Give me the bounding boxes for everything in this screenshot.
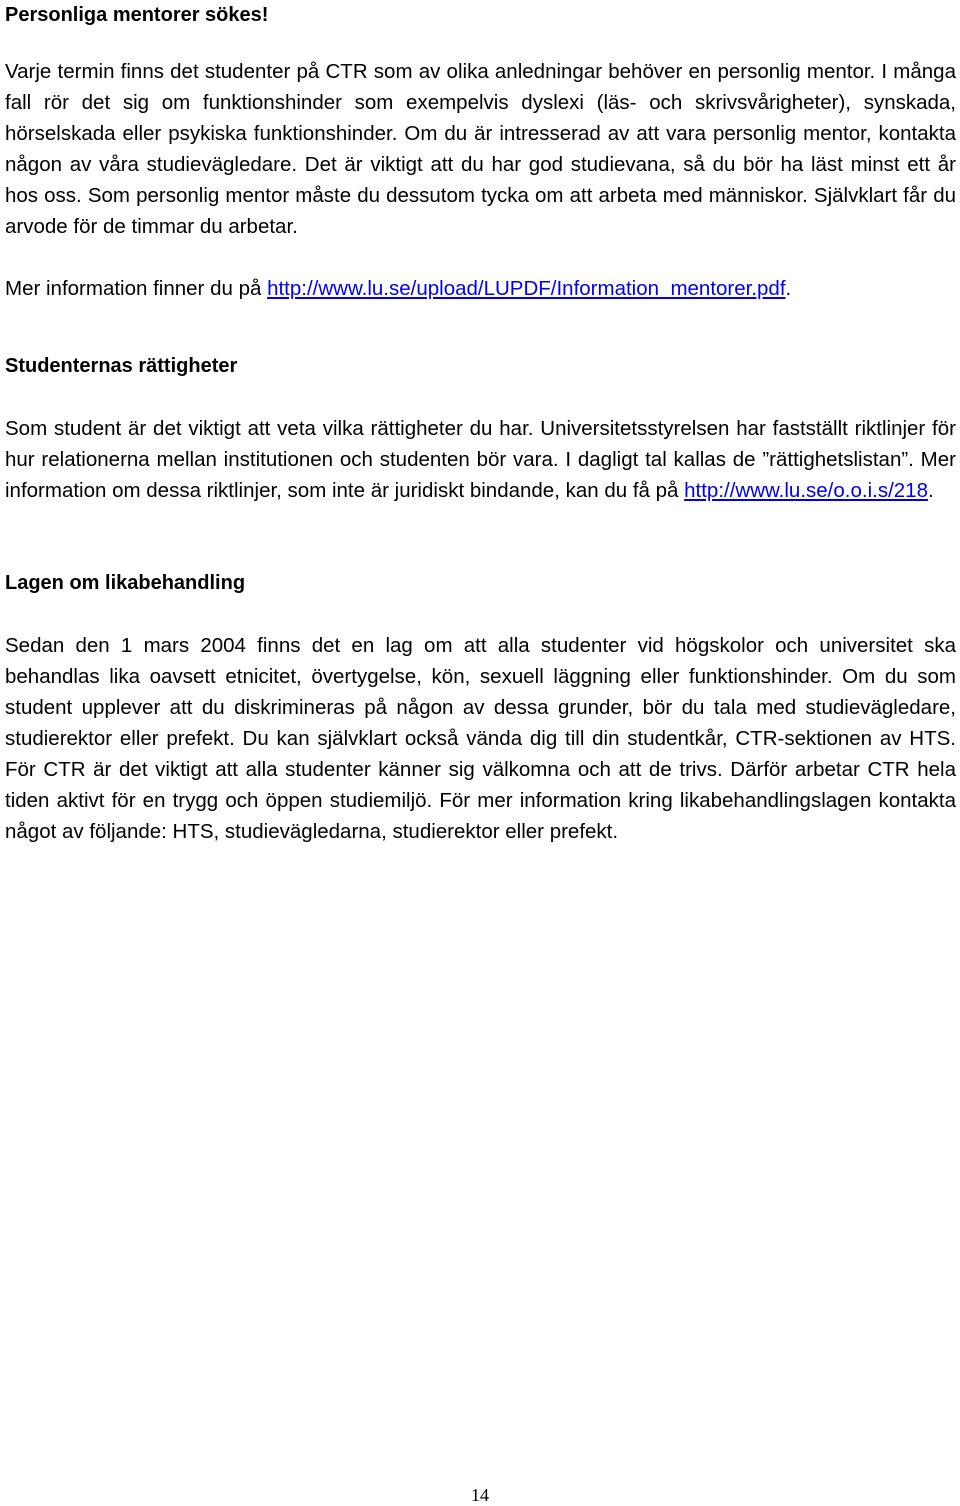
more-info-suffix: . bbox=[785, 277, 792, 300]
more-info-prefix: Mer information finner du på bbox=[5, 277, 268, 300]
section-equality bbox=[5, 568, 956, 847]
paragraph-mentors-more-info bbox=[5, 273, 956, 304]
paragraph-equality: Sedan den 1 mars 2004 finns det en lag om att alla studenter vid högskolor och universitet ska behandlas lika oavsett etnicitet, övertygelse, kön, sexuell läggning eller funktionshinder. Om du som student upplever att du diskrimineras på någon av dessa grunder, bör du tala med studievägledare, studierektor eller prefekt. Du kan självklart också vända dig till din studentkår, CTR-sektionen av HTS. För CTR är det viktigt att alla studenter känner sig välkomna och att de trivs. Därför arbetar CTR hela tiden aktivt för en trygg och öppen studiemiljö. För mer information kring likabehandlingslagen kontakta något av följande: HTS, studievägledarna, studierektor eller prefekt. bbox=[5, 634, 956, 843]
section-rights bbox=[5, 351, 956, 506]
rights-text: Som student är det viktigt att veta vilka rättigheter du har. Universitetsstyrelsen har fastställt riktlinjer för hur relationerna mellan institutionen och studenten bör vara. I dagligt tal kallas de ”rättighetslistan”. Mer information om dessa riktlinjer, som inte är juridiskt bindande, kan du få på bbox=[5, 417, 956, 502]
section-title-rights: Studenternas rättigheter bbox=[5, 355, 238, 377]
document-page bbox=[5, 0, 956, 847]
link-mentor-information-pdf[interactable]: http://www.lu.se/upload/LUPDF/Information_mentorer.pdf bbox=[267, 277, 786, 300]
link-rights-guidelines[interactable]: http://www.lu.se/o.o.i.s/218 bbox=[684, 479, 928, 502]
page-number: 14 bbox=[471, 1485, 489, 1505]
section-title-equality: Lagen om likabehandling bbox=[5, 572, 246, 594]
paragraph-mentors: Varje termin finns det studenter på CTR som av olika anledningar behöver en personlig mentor. I många fall rör det sig om funktionshinder som exempelvis dyslexi (läs- och skrivsvårigheter), synskada, hörselskada eller psykiska funktionshinder. Om du är intresserad av att vara personlig mentor, kontakta någon av våra studievägledare. Det är viktigt att du har god studievana, så du bör ha läst minst ett år hos oss. Som personlig mentor måste du dessutom tycka om att arbeta med människor. Självklart får du arvode för de timmar du arbetar. bbox=[5, 60, 956, 238]
paragraph-rights bbox=[5, 413, 956, 506]
section-title-mentors: Personliga mentorer sökes! bbox=[5, 4, 269, 26]
rights-suffix: . bbox=[927, 479, 934, 502]
section-mentors bbox=[5, 0, 956, 304]
